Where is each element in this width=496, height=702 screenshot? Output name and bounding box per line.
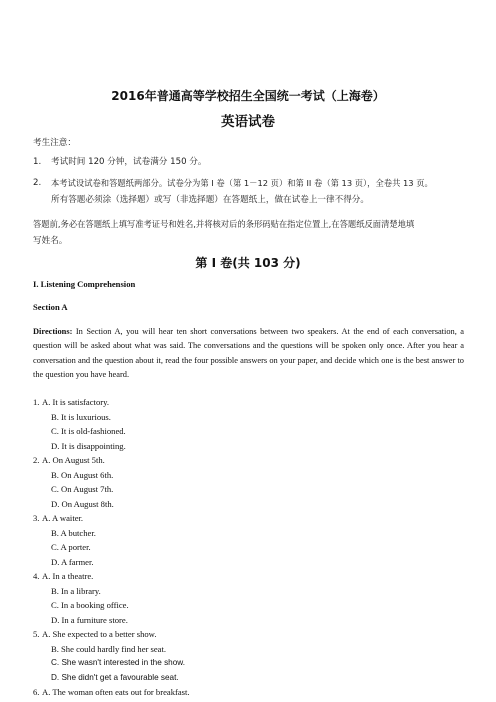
exam-title: 2016年普通高等学校招生全国统一考试（上海卷） xyxy=(111,89,385,103)
answer-option: C. It is old-fashioned. xyxy=(51,426,126,436)
notice-item-1-num: 1. xyxy=(33,157,42,167)
answer-option: D. It is disappointing. xyxy=(51,440,126,451)
question-number: 3. xyxy=(33,513,40,523)
question-number: 2. xyxy=(33,455,40,465)
answer-option: B. She could hardly find her seat. xyxy=(51,643,167,654)
answer-option: A. The woman often eats out for breakfast. xyxy=(42,687,190,697)
answer-option: B. On August 6th. xyxy=(51,469,114,480)
answer-option: A. She expected to a better show. xyxy=(42,629,157,639)
answer-option: B. It is luxurious. xyxy=(51,411,111,422)
answer-option: D. In a furniture store. xyxy=(51,614,128,625)
notice-heading: 考生注意： xyxy=(33,138,76,148)
part-title: 第 I 卷(共 103 分) xyxy=(195,256,301,270)
answer-option: A. In a theatre. xyxy=(42,571,94,581)
answer-option: B. In a library. xyxy=(51,585,101,596)
answer-option: B. A butcher. xyxy=(51,527,96,538)
answer-option: C. In a booking office. xyxy=(51,600,129,610)
answer-option: C. On August 7th. xyxy=(51,484,114,494)
exam-subtitle: 英语试卷 xyxy=(221,114,275,130)
answer-option: D. She didn't get a favourable seat. xyxy=(51,672,179,682)
notice-item-1-text: 考试时间 120 分钟，试卷满分 150 分。 xyxy=(51,157,207,167)
answer-option: A. A waiter. xyxy=(42,513,84,523)
question-number: 6. xyxy=(33,687,40,697)
answer-option: C. She wasn't interested in the show. xyxy=(51,658,186,667)
answer-option: D. A farmer. xyxy=(51,556,94,567)
notice-item-2-text: 本考试设试卷和答题纸两部分。试卷分为第 I 卷（第 1－12 页）和第 II 卷（第 13 页），全卷共 13 页。 xyxy=(51,178,433,188)
answer-option: A. It is satisfactory. xyxy=(42,397,109,407)
question-number: 1. xyxy=(33,397,40,407)
question-number: 4. xyxy=(33,571,40,581)
question-number: 5. xyxy=(33,629,40,639)
directions-text: In Section A, you will hear ten short conversations between two speakers. At the end of each conversation, a question will be asked about what was said. The conversations and the questions will be spoken only once. After you hear a conversation and the question about it, read the four possible answers on your paper, and decide which one is the best answer to the question you have heard. xyxy=(33,327,464,380)
section-heading: I. Listening Comprehension xyxy=(33,279,136,289)
notice-item-2-continued: 所有答题必须涂（选择题）或写（非选择题）在答题纸上，做在试卷上一律不得分。 xyxy=(51,195,369,205)
notice-instruction-line-1: 答题前,务必在答题纸上填写准考证号和姓名,并将核对后的条形码贴在指定位置上,在答题纸反面清楚地填 xyxy=(33,219,415,229)
answer-option: A. On August 5th. xyxy=(42,455,105,465)
directions-label: Directions: xyxy=(33,327,73,336)
section-sub-heading: Section A xyxy=(33,302,68,312)
notice-item-2-num: 2. xyxy=(33,178,42,188)
answer-option: C. A porter. xyxy=(51,542,91,552)
directions-paragraph xyxy=(33,325,464,383)
notice-instruction-line-2: 写姓名。 xyxy=(33,236,68,246)
answer-option: D. On August 8th. xyxy=(51,498,114,509)
